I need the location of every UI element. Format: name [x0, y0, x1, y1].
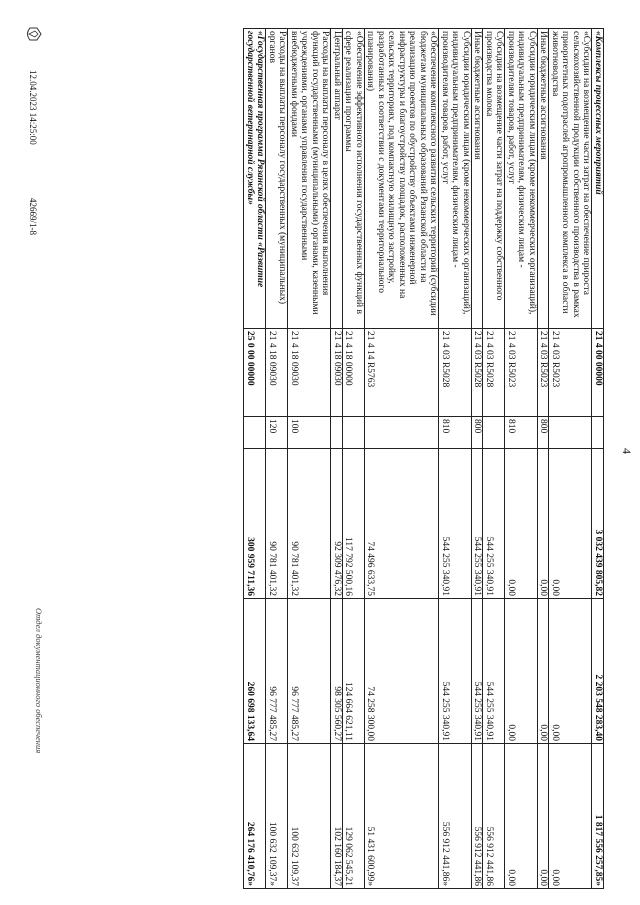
- table-row: [472, 29, 484, 889]
- row-value-2025: 556 912 441,86: [472, 744, 484, 889]
- row-vr: [483, 417, 505, 449]
- row-code: 25 0 00 00000: [244, 329, 266, 417]
- row-value-2025: 51 431 600,99»: [365, 744, 440, 889]
- row-value-2025: 556 912 441,86»: [439, 744, 472, 889]
- row-code: 21 4 18 09030: [331, 329, 343, 417]
- row-value-2023: 117 792 500,16: [343, 449, 365, 599]
- row-value-2025: 1 817 556 257,85»: [592, 744, 604, 889]
- row-code: 21 4 03 R5028: [472, 329, 484, 417]
- row-name: Субсидии на возмещение части затрат на поддержку собственного производства молока: [483, 29, 505, 329]
- row-name: Субсидии юридическим лицам (кроме некоммерческих организаций), индивидуальным предпринимателям, физическим лицам - производителям товаров, работ, услуг: [505, 29, 538, 329]
- row-value-2024: 96 777 485,27: [288, 599, 331, 744]
- row-value-2025: 100 632 109,37: [288, 744, 331, 889]
- table-row: [266, 29, 288, 889]
- table-row: [439, 29, 472, 889]
- row-value-2024: 544 255 340,91: [483, 599, 505, 744]
- budget-table: [244, 28, 605, 889]
- footer-stamp: Отдел документационного обеспечения: [34, 608, 44, 754]
- row-value-2024: 96 777 485,27: [266, 599, 288, 744]
- row-vr: [244, 417, 266, 449]
- row-name: Расходы на выплаты персоналу в целях обеспечения выполнения функций государственными (муниципальными) органами, казенными учреждениями, органами управления государственными внебюджетными фондами: [288, 29, 331, 329]
- row-vr: [549, 417, 592, 449]
- row-name: Центральный аппарат: [331, 29, 343, 329]
- row-value-2025: 0,00: [505, 744, 538, 889]
- row-value-2023: 544 255 340,91: [483, 449, 505, 599]
- table-row: [592, 29, 604, 889]
- row-value-2025: 264 176 410,76»: [244, 744, 266, 889]
- row-name: Иные бюджетные ассигнования: [472, 29, 484, 329]
- table-row: [288, 29, 331, 889]
- row-value-2023: 74 496 633,75: [365, 449, 440, 599]
- row-vr: 810: [505, 417, 538, 449]
- row-code: 21 4 03 R5023: [549, 329, 592, 417]
- row-name: «Обеспечение комплексного развития сельских территорий (субсидии бюджетам муниципальных образований Рязанской области на реализацию проектов по обустройству объектами инженерной инфраструктуры и благоустройству площадок, расположенных на сельских территориях, под компактную жилищную застройку, разработанных в соответствии с документами территориального планирования): [365, 29, 440, 329]
- row-name: «Обеспечение эффективного исполнения государственных функций в сфере реализации программы: [343, 29, 365, 329]
- row-code: 21 4 18 00000: [343, 329, 365, 417]
- row-value-2025: 102 160 184,37: [331, 744, 343, 889]
- emblem-icon: [24, 26, 42, 42]
- row-value-2024: 98 305 560,27: [331, 599, 343, 744]
- row-name: Расходы на выплаты персоналу государственных (муниципальных) органов: [266, 29, 288, 329]
- row-value-2024: 544 255 340,91: [472, 599, 484, 744]
- row-value-2024: 0,00: [505, 599, 538, 744]
- row-code: 21 4 03 R5028: [483, 329, 505, 417]
- row-value-2024: 124 664 621,11: [343, 599, 365, 744]
- row-value-2024: 0,00: [549, 599, 592, 744]
- row-value-2023: 3 032 439 805,82: [592, 449, 604, 599]
- footer-doc-number: 42669/1-8: [28, 198, 38, 235]
- row-vr: [343, 417, 365, 449]
- row-vr: 800: [472, 417, 484, 449]
- rotated-content: [28, 28, 634, 888]
- row-code: 21 4 18 09030: [288, 329, 331, 417]
- row-code: 21 4 03 R5023: [505, 329, 538, 417]
- row-value-2023: 544 255 340,91: [439, 449, 472, 599]
- row-name: «Комплексы процессных мероприятий: [592, 29, 604, 329]
- page-number: 4: [620, 448, 634, 454]
- row-name: «Субсидии на возмещение части затрат на обеспечение прироста сельскохозяйственной продукции собственного производства в рамках приоритетных подотраслей агропромышленного комплекса в области животноводства: [549, 29, 592, 329]
- page-footer: [14, 28, 44, 888]
- row-value-2023: 90 781 401,32: [288, 449, 331, 599]
- row-value-2023: 90 781 401,32: [266, 449, 288, 599]
- row-vr: 800: [538, 417, 550, 449]
- row-code: 21 4 03 R5023: [538, 329, 550, 417]
- row-value-2025: 556 912 441,86: [483, 744, 505, 889]
- row-vr: [365, 417, 440, 449]
- table-row: [538, 29, 550, 889]
- row-value-2025: 0,00: [549, 744, 592, 889]
- row-value-2023: 300 959 711,36: [244, 449, 266, 599]
- row-value-2023: 92 309 476,32: [331, 449, 343, 599]
- row-vr: [331, 417, 343, 449]
- table-row: [505, 29, 538, 889]
- row-vr: [592, 417, 604, 449]
- table-row: [244, 29, 266, 889]
- row-value-2024: 544 255 340,91: [439, 599, 472, 744]
- row-value-2024: 2 203 548 283,40: [592, 599, 604, 744]
- row-value-2025: 0,00: [538, 744, 550, 889]
- row-code: 21 4 14 R5763: [365, 329, 440, 417]
- table-body: [244, 29, 604, 889]
- row-value-2023: 0,00: [538, 449, 550, 599]
- table-row: [343, 29, 365, 889]
- row-value-2024: 74 258 300,00: [365, 599, 440, 744]
- table-row: [483, 29, 505, 889]
- row-value-2023: 0,00: [549, 449, 592, 599]
- row-vr: 120: [266, 417, 288, 449]
- row-value-2023: 544 255 340,91: [472, 449, 484, 599]
- table-row: [549, 29, 592, 889]
- row-name: Иные бюджетные ассигнования: [538, 29, 550, 329]
- row-value-2025: 100 632 109,37»: [266, 744, 288, 889]
- row-vr: 810: [439, 417, 472, 449]
- row-code: 21 4 00 00000: [592, 329, 604, 417]
- row-code: 21 4 18 09030: [266, 329, 288, 417]
- row-value-2024: 0,00: [538, 599, 550, 744]
- row-name: «Государственная программа Рязанской области «Развитие государственной ветеринарной службы»: [244, 29, 266, 329]
- table-row: [331, 29, 343, 889]
- table-row: [365, 29, 440, 889]
- footer-date: 12.04.2023 14:25:00: [28, 70, 38, 145]
- row-value-2024: 260 698 133,64: [244, 599, 266, 744]
- row-vr: 100: [288, 417, 331, 449]
- row-code: 21 4 03 R5028: [439, 329, 472, 417]
- row-name: Субсидии юридическим лицам (кроме некоммерческих организаций), индивидуальным предпринимателям, физическим лицам - производителям товаров, работ, услуг: [439, 29, 472, 329]
- row-value-2025: 129 062 545,21: [343, 744, 365, 889]
- row-value-2023: 0,00: [505, 449, 538, 599]
